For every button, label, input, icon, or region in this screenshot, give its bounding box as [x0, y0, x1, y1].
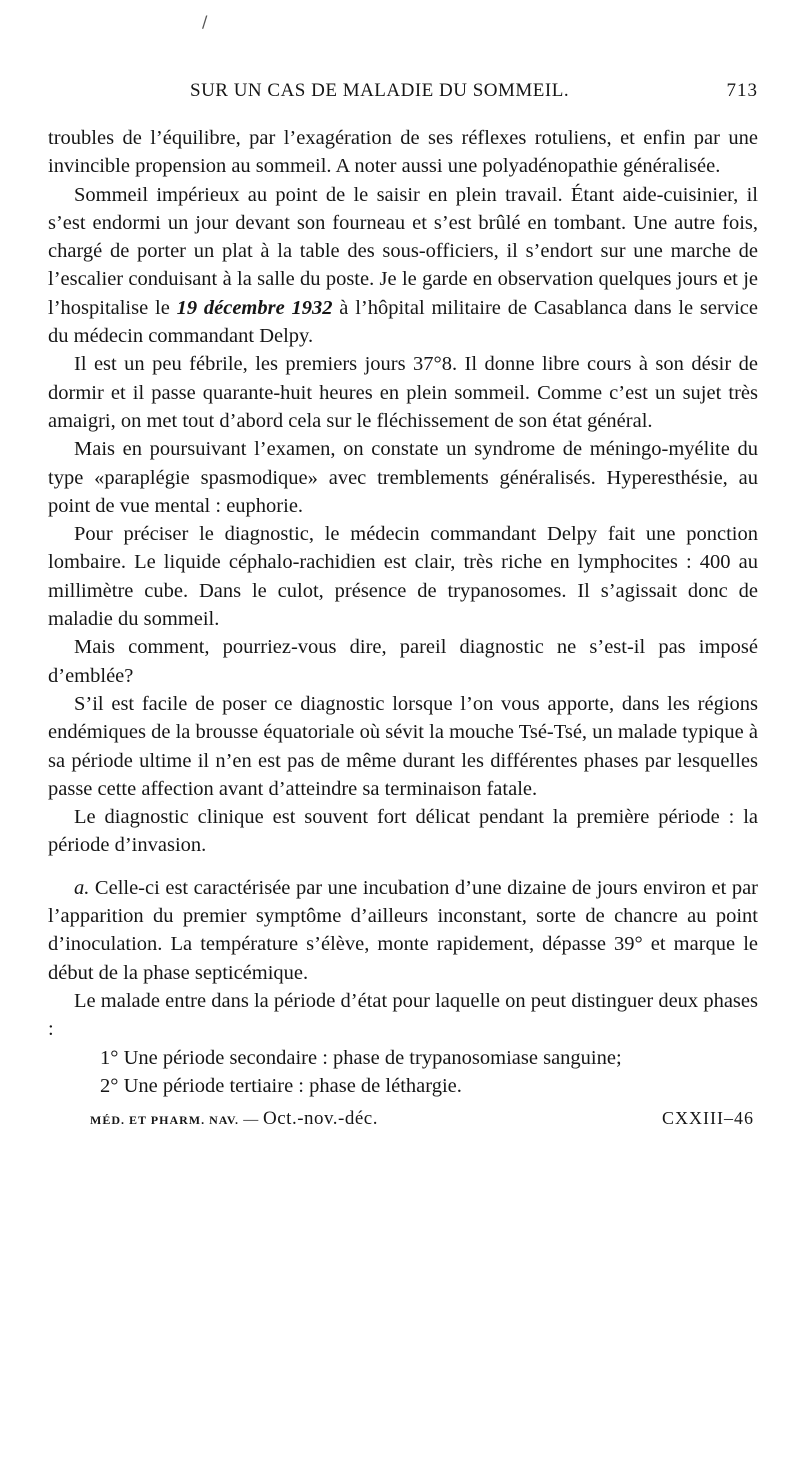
body-text [48, 124, 758, 1100]
signature-mark: CXXIII–46 [662, 1108, 754, 1129]
paragraph-5: Pour préciser le diagnostic, le médecin commandant Delpy fait une ponction lombaire. Le liquide céphalo-rachidien est clair, très riche en lymphocites : 400 au millimètre cube. Dans le culot, présence de trypanosomes. Il s’agissait donc de maladie du sommeil. [48, 523, 758, 631]
paragraph-4: Mais en poursuivant l’examen, on constate un syndrome de méningo-myélite du type «paraplégie spasmodique» avec tremblements généralisés. Hyperesthésie, au point de vue mental : euphorie. [48, 438, 758, 517]
paragraph-2-text-b: à l’hôpital militaire de Casablanca dans le service du médecin commandant Delpy. [48, 296, 758, 348]
page-number: 713 [726, 80, 758, 101]
page [48, 80, 758, 1130]
running-title: SUR UN CAS DE MALADIE DU SOMMEIL. [190, 80, 570, 101]
paragraph-9 [48, 874, 758, 987]
paragraph-2-date: 19 décembre 1932 [176, 296, 333, 319]
journal-dash: — [239, 1112, 264, 1129]
paragraph-2 [48, 181, 758, 351]
paragraph-2-text-a: Sommeil impérieux au point de le saisir en plein travail. Étant aide-cuisinier, il s’est endormi un jour devant son fourneau et s’est brûlé en tombant. Une autre fois, chargé de porter un plat à la table des sous-officiers, il s’endort sur une marche de l’escalier conduisant à la salle du poste. Je le garde en observation quelques jours et je l’hospitalise le [48, 183, 758, 319]
paragraph-6: Mais comment, pourriez-vous dire, pareil diagnostic ne s’est-il pas imposé d’emblée? [48, 636, 758, 687]
paragraph-8: Le diagnostic clinique est souvent fort délicat pendant la première période : la période d’invasion. [48, 806, 758, 857]
paragraph-3: Il est un peu fébrile, les premiers jours 37°8. Il donne libre cours à son désir de dormir et il passe quarante-huit heures en plein sommeil. Comme c’est un sujet très amaigri, on met tout d’abord cela sur le fléchissement de son état général. [48, 353, 758, 432]
list-item-1: 1° Une période secondaire : phase de trypanosomiase sanguine; [100, 1046, 622, 1069]
running-head [190, 80, 758, 102]
journal-reference [90, 1108, 378, 1130]
paragraph-10: Le malade entre dans la période d’état pour laquelle on peut distinguer deux phases : [48, 989, 758, 1041]
paragraph-9-text: Celle-ci est caractérisée par une incubation d’une dizaine de jours environ et par l’apparition du premier symptôme d’ailleurs inconstant, sorte de chancre au point d’inoculation. La température s’élève, monte rapidement, dépasse 39° et marque le début de la phase septicémique. [48, 876, 758, 984]
stray-pencil-mark: / [202, 12, 208, 31]
paragraph-7: S’il est facile de poser ce diagnostic lorsque l’on vous apporte, dans les régions endémiques de la brousse équatoriale où sévit la mouche Tsé-Tsé, un malade typique à sa période ultime il n’en est pas de même durant les différentes phases par lesquelles passe cette affection avant d’atteindre sa terminaison fatale. [48, 692, 758, 800]
paragraph-9-label: a. [74, 876, 90, 899]
journal-abbreviation: MÉD. ET PHARM. NAV. [90, 1113, 240, 1128]
journal-dates: Oct.-nov.-déc. [263, 1108, 378, 1130]
list-item-2: 2° Une période tertiaire : phase de léthargie. [100, 1074, 462, 1097]
footer [48, 1108, 758, 1130]
paragraph-1: troubles de l’équilibre, par l’exagération de ses réflexes rotuliens, et enfin par une invincible propension au sommeil. A noter aussi une polyadénopathie généralisée. [48, 127, 758, 178]
